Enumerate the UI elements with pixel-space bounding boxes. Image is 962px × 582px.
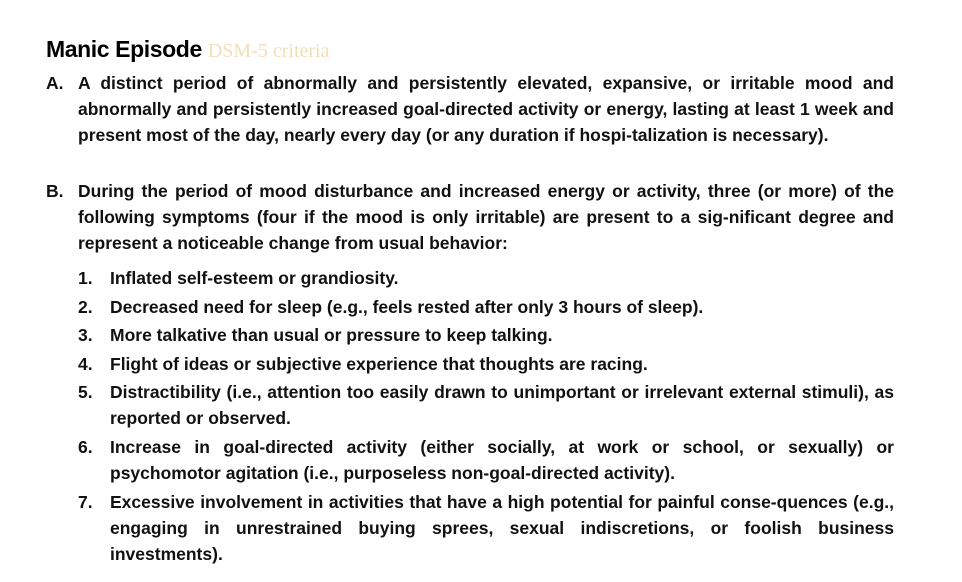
criterion-letter: B. <box>46 181 64 201</box>
list-item <box>78 379 894 431</box>
symptom-number: 2. <box>78 296 93 317</box>
list-item <box>78 322 894 348</box>
criterion-text: A distinct period of abnormally and persistently elevated, expansive, or irritable mood and abnormally and persistently increased goal-directed activity or energy, lasting at least 1 week and present most of the day, nearly every day (or any duration if hospi-talization is necessary). <box>78 73 894 145</box>
list-item <box>78 351 894 377</box>
symptom-number: 4. <box>78 353 93 374</box>
symptom-text: Flight of ideas or subjective experience that thoughts are racing. <box>110 353 648 374</box>
symptom-text: Excessive involvement in activities that have a high potential for painful conse-quences (e.g., engaging in unrestrained buying sprees, sexual indiscretions, or foolish business investments). <box>110 491 894 564</box>
symptom-number: 3. <box>78 325 93 346</box>
symptom-text: Distractibility (i.e., attention too easily drawn to unimportant or irrelevant external stimuli), as reported or observed. <box>110 382 894 429</box>
symptom-text: Decreased need for sleep (e.g., feels rested after only 3 hours of sleep). <box>110 296 704 317</box>
symptom-number: 1. <box>78 268 93 288</box>
criterion-b <box>46 178 894 256</box>
criterion-text: During the period of mood disturbance and increased energy or activity, three (or more) of the following symptoms (four if the mood is only irritable) are present to a sig-nificant degree and represent a noticeable change from usual behavior: <box>78 181 894 253</box>
symptom-text: Inflated self-esteem or grandiosity. <box>110 268 399 288</box>
symptom-number: 6. <box>78 436 93 457</box>
symptom-text: More talkative than usual or pressure to keep talking. <box>110 325 553 346</box>
list-item <box>78 434 894 486</box>
title-row <box>46 36 329 63</box>
symptom-list <box>78 265 894 569</box>
criterion-a <box>46 70 894 148</box>
criterion-letter: A. <box>46 73 64 93</box>
page-title: Manic Episode <box>46 36 202 62</box>
page-subtitle: DSM-5 criteria <box>207 40 330 62</box>
list-item <box>78 294 894 320</box>
symptom-text: Increase in goal-directed activity (either socially, at work or school, or sexually) or psychomotor agitation (i.e., purposeless non-goal-directed activity). <box>110 436 894 483</box>
list-item <box>78 489 894 567</box>
list-item <box>78 265 894 291</box>
symptom-number: 7. <box>78 491 93 512</box>
symptom-number: 5. <box>78 382 93 403</box>
